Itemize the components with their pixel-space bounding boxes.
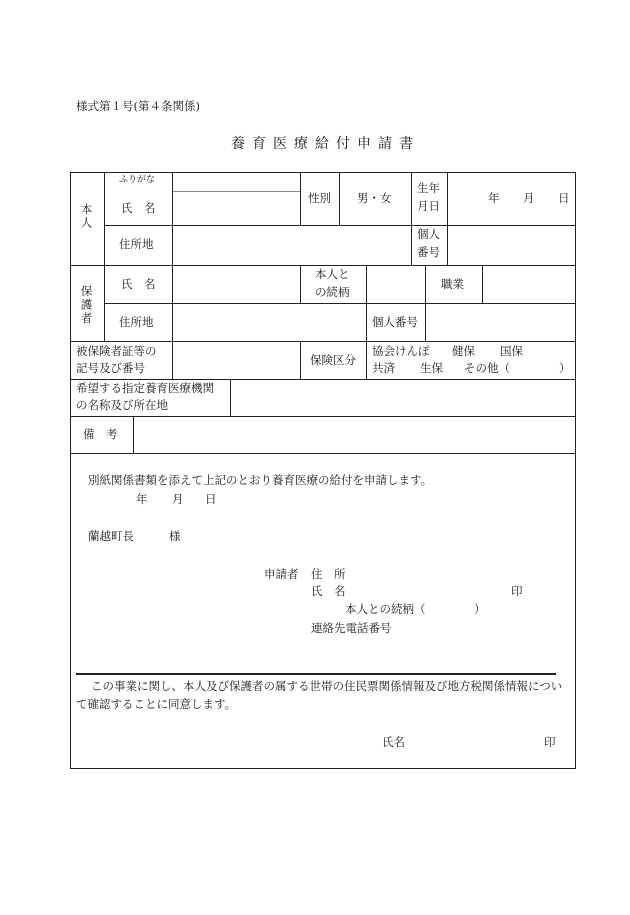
rule-v-birth-left: [411, 172, 412, 265]
rule-guardian-bottom: [70, 341, 576, 342]
relation-label-2: の続柄: [315, 285, 350, 299]
insurance-category-label: 保険区分: [310, 353, 356, 367]
addressee: 蘭越町長: [88, 529, 134, 543]
applicant-label: 申請者: [264, 567, 299, 581]
relation-label-1: 本人と: [315, 267, 350, 281]
option-kenpo[interactable]: 健保: [452, 344, 475, 358]
applicant-seal: 印: [511, 584, 523, 598]
consent-text-line2: て確認することに同意します。: [76, 697, 237, 711]
option-kyosai[interactable]: 共済: [372, 361, 395, 375]
form-border-top: [70, 172, 576, 173]
applicant-phone-label: 連絡先電話番号: [311, 621, 392, 635]
rule-v-remarks: [133, 416, 134, 453]
person-id-label-1: 個人: [417, 227, 440, 241]
form-border-bottom: [70, 768, 576, 769]
insurance-card-label-2: 記号及び番号: [76, 361, 145, 375]
form-border-right: [575, 172, 576, 769]
rule-v-guardian-labels: [172, 265, 173, 341]
form-number: 様式第１号(第４条関係): [76, 99, 200, 113]
consent-name-label: 氏名: [382, 735, 405, 749]
guardian-group-label: 保護者: [79, 285, 94, 326]
remarks-label: 備 考: [83, 427, 118, 441]
rule-person-mid: [104, 225, 575, 226]
gender-options[interactable]: 男・女: [357, 191, 392, 205]
rule-v-person-labels: [172, 172, 173, 265]
applicant-relation-close: ）: [474, 602, 486, 616]
applicant-name-label: 氏 名: [311, 584, 346, 598]
rule-insurance-bottom: [70, 379, 576, 380]
rule-remarks-bottom: [70, 453, 576, 454]
rule-v-person-group: [104, 172, 105, 265]
applicant-address-label: 住 所: [311, 567, 346, 581]
furigana-label: ふりがな: [119, 175, 156, 185]
rule-v-institution: [230, 379, 231, 416]
rule-v-occupation-right: [482, 265, 483, 303]
occupation-label: 職業: [441, 277, 464, 291]
rule-v-occupation-left: [425, 265, 426, 341]
rule-v-category-left: [300, 341, 301, 379]
rule-v-relation-right: [366, 265, 367, 341]
apply-year: 年: [136, 492, 148, 506]
institution-label-2: の名称及び所在地: [76, 398, 168, 412]
birth-year: 年: [488, 191, 500, 205]
gender-label: 性別: [308, 191, 331, 205]
form-border-left: [70, 172, 71, 769]
guardian-name-label: 氏 名: [121, 277, 156, 291]
institution-label-1: 希望する指定養育医療機関: [76, 381, 214, 395]
birth-label-1: 生年: [417, 181, 440, 195]
guardian-id-label: 個人番号: [372, 315, 418, 329]
application-statement: 別紙関係書類を添えて上記のとおり養育医療の給付を申請します。: [88, 473, 433, 487]
apply-day: 日: [205, 492, 217, 506]
option-seiho[interactable]: 生保: [420, 361, 443, 375]
option-other[interactable]: その他（: [464, 361, 510, 375]
consent-text-line1: この事業に関し、本人及び保護者の属する世帯の住民票関係情報及び地方税関係情報につい: [91, 679, 563, 693]
person-name-label: 氏 名: [121, 201, 156, 215]
option-other-close: ）: [559, 361, 571, 375]
guardian-address-label: 住所地: [119, 315, 154, 329]
rule-v-guardian-group: [104, 265, 105, 341]
form-title: 養育医療給付申請書: [231, 136, 420, 152]
birth-month: 月: [523, 191, 535, 205]
rule-v-gender-mid: [339, 172, 340, 225]
rule-institution-bottom: [70, 416, 576, 417]
rule-guardian-mid: [104, 303, 575, 304]
rule-person-bottom: [70, 265, 576, 266]
rule-v-birth-right: [447, 172, 448, 265]
applicant-relation: 本人との続柄（: [345, 602, 426, 616]
person-id-label-2: 番号: [417, 245, 440, 259]
insurance-card-label-1: 被保険者証等の: [76, 344, 157, 358]
rule-v-gender-left: [300, 172, 301, 225]
consent-separator: [76, 673, 556, 675]
person-address-label: 住所地: [119, 237, 154, 251]
addressee-honorific: 様: [169, 529, 181, 543]
person-group-label: 本人: [79, 203, 94, 230]
apply-month: 月: [172, 492, 184, 506]
birth-day: 日: [558, 191, 570, 205]
consent-seal: 印: [544, 735, 556, 749]
rule-v-insurance-label: [172, 341, 173, 379]
option-kokuho[interactable]: 国保: [500, 344, 523, 358]
rule-v-relation-left: [300, 265, 301, 303]
birth-label-2: 月日: [417, 199, 440, 213]
furigana-divider: [172, 191, 300, 192]
rule-v-category-right: [366, 341, 367, 379]
option-kyokai-kenpo[interactable]: 協会けんぽ: [372, 344, 430, 358]
